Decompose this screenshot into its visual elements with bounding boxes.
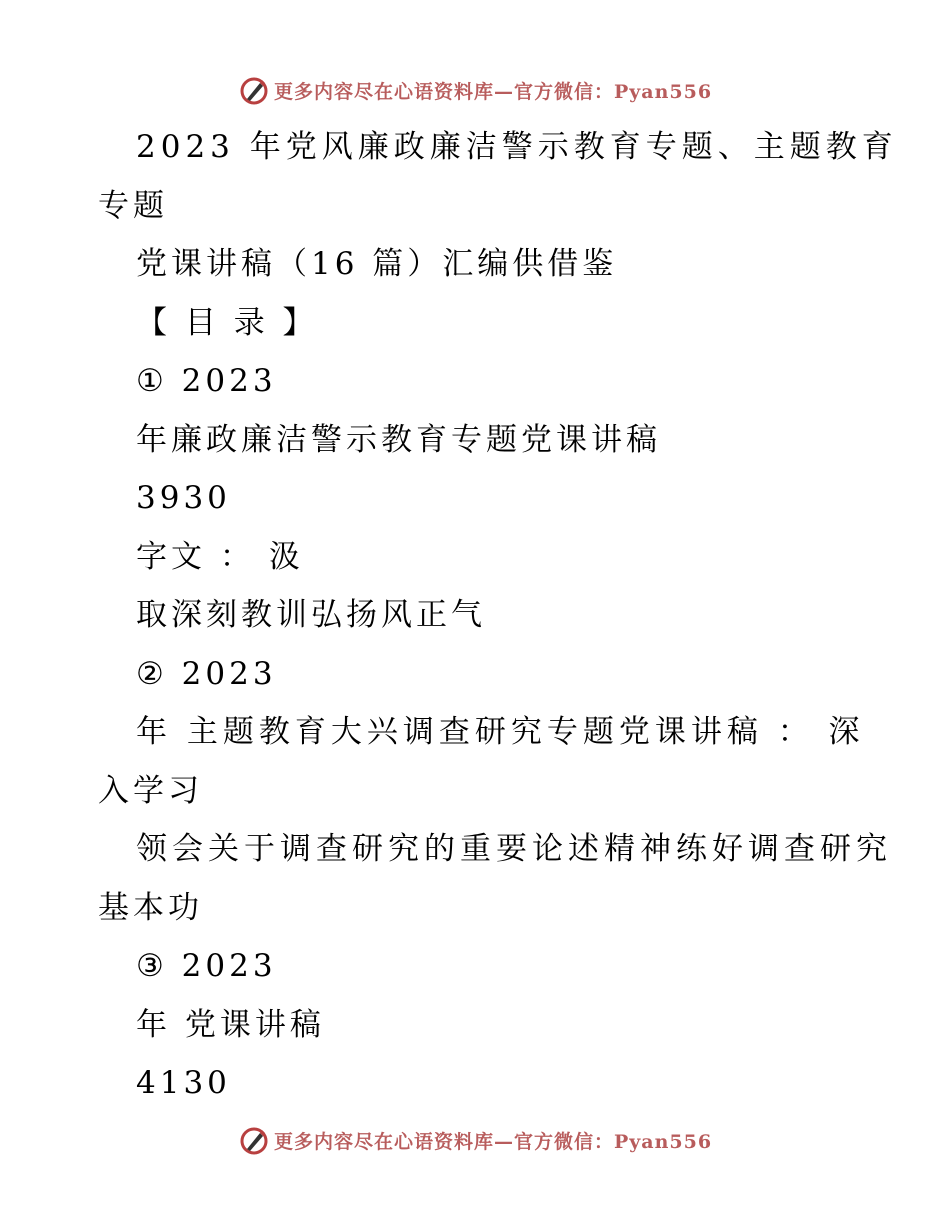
banner-text: 更多内容尽在心语资料库—官方微信：Pyan556 [273, 80, 713, 103]
toc-item-2-number: ② 2023 [136, 655, 277, 692]
header-banner [0, 70, 950, 110]
toc-item-3-wordcount: 4130 [136, 1065, 231, 1101]
toc-item-2-title-cont: 入学习 [98, 772, 203, 809]
toc-item-2-subtitle: 领会关于调查研究的重要论述精神练好调查研究 [136, 831, 892, 867]
pen-logo-icon [238, 74, 270, 106]
banner-text: 更多内容尽在心语资料库—官方微信：Pyan556 [273, 1130, 713, 1153]
footer-banner [0, 1120, 950, 1160]
toc-heading: 【 目 录 】 [136, 304, 318, 341]
document-body [98, 118, 898, 1113]
toc-item-3-number: ③ 2023 [136, 948, 277, 984]
doc-title-line-2: 专题 [98, 187, 168, 224]
toc-item-3-title: 年 党课讲稿 [136, 1006, 325, 1043]
doc-title-line-3: 党课讲稿（16 篇）汇编供借鉴 [136, 246, 618, 282]
toc-item-1-wordcount: 3930 [136, 480, 231, 516]
toc-item-1-title: 年廉政廉洁警示教育专题党课讲稿 [136, 421, 661, 458]
toc-item-2-subtitle-cont: 基本功 [98, 889, 203, 926]
toc-item-1-subtitle-b: 取深刻教训弘扬风正气 [136, 597, 486, 633]
doc-title-line-1: 2023 年党风廉政廉洁警示教育专题、主题教育 [136, 129, 898, 165]
toc-item-1-number: ① 2023 [136, 363, 277, 399]
toc-item-1-subtitle-a: 字文 ： 汲 [136, 538, 304, 575]
pen-logo-icon [238, 1124, 270, 1156]
toc-item-2-title: 年 主题教育大兴调查研究专题党课讲稿 ： 深 [136, 714, 865, 750]
